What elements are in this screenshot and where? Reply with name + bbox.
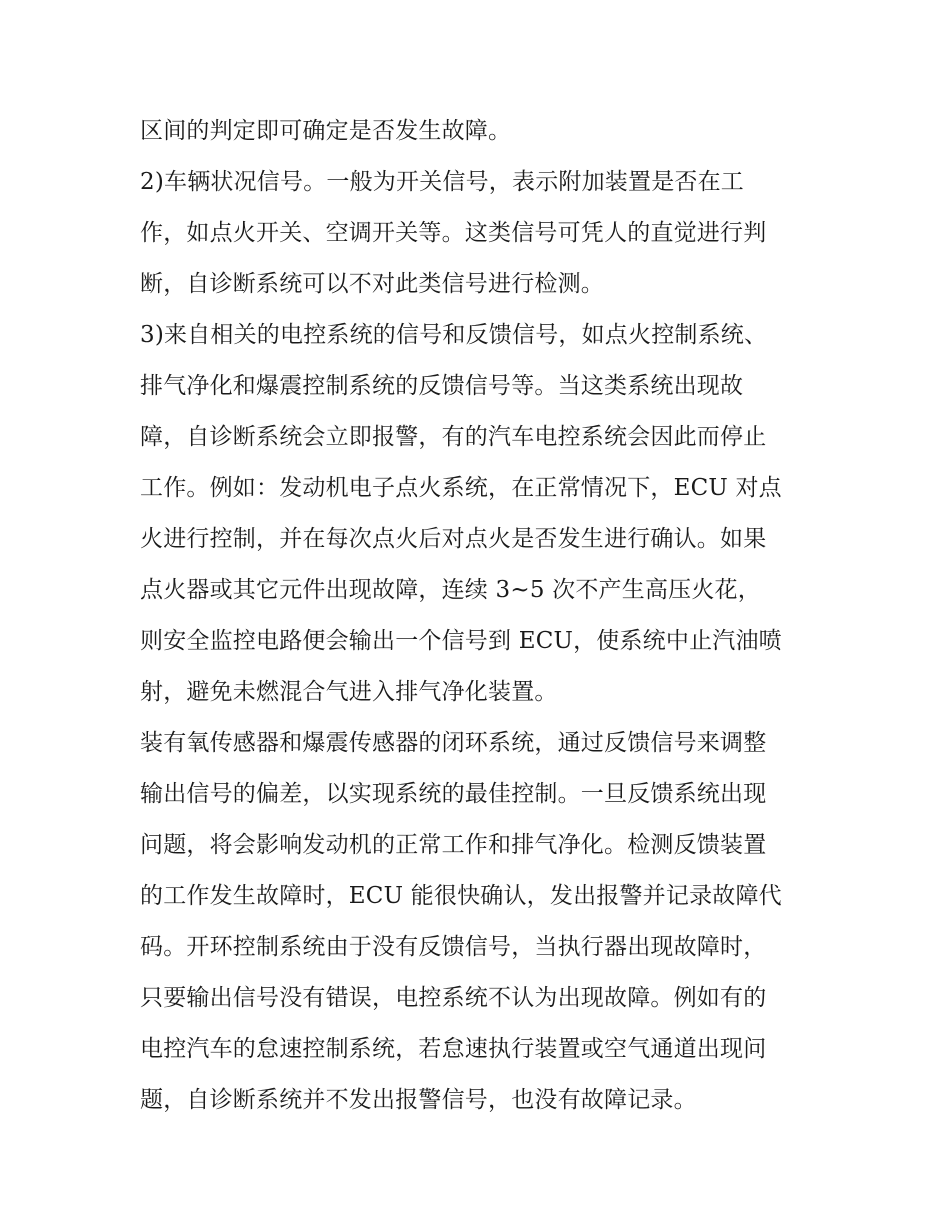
text-line-20: 题，自诊断系统并不发出报警信号，也没有故障记录。 — [140, 1087, 697, 1113]
text-line-16: 的工作发生故障时，ECU 能很快确认，发出报警并记录故障代 — [140, 883, 782, 909]
text-line-17: 码。开环控制系统由于没有反馈信号，当执行器出现故障时， — [140, 934, 767, 960]
text-line-3: 作，如点火开关、空调开关等。这类信号可凭人的直觉进行判 — [140, 220, 767, 246]
text-line-9: 火进行控制，并在每次点火后对点火是否发生进行确认。如果 — [140, 526, 767, 552]
text-line-1: 区间的判定即可确定是否发生故障。 — [140, 118, 512, 144]
text-line-8: 工作。例如：发动机电子点火系统，在正常情况下，ECU 对点 — [140, 475, 782, 501]
text-line-2: 2)车辆状况信号。一般为开关信号，表示附加装置是否在工 — [140, 169, 745, 195]
text-line-4: 断，自诊断系统可以不对此类信号进行检测。 — [140, 271, 604, 297]
document-page — [140, 106, 820, 1126]
text-line-19: 电控汽车的怠速控制系统，若怠速执行装置或空气通道出现问 — [140, 1036, 767, 1062]
text-line-6: 排气净化和爆震控制系统的反馈信号等。当这类系统出现故 — [140, 373, 744, 399]
text-line-14: 输出信号的偏差，以实现系统的最佳控制。一旦反馈系统出现 — [140, 781, 767, 807]
text-line-7: 障，自诊断系统会立即报警，有的汽车电控系统会因此而停止 — [140, 424, 767, 450]
text-line-10: 点火器或其它元件出现故障，连续 3~5 次不产生高压火花， — [140, 577, 761, 603]
text-line-15: 问题，将会影响发动机的正常工作和排气净化。检测反馈装置 — [140, 832, 767, 858]
text-line-13: 装有氧传感器和爆震传感器的闭环系统，通过反馈信号来调整 — [140, 730, 767, 756]
text-line-12: 射，避免未燃混合气进入排气净化装置。 — [140, 679, 558, 705]
text-line-11: 则安全监控电路便会输出一个信号到 ECU，使系统中止汽油喷 — [140, 628, 782, 654]
text-line-18: 只要输出信号没有错误，电控系统不认为出现故障。例如有的 — [140, 985, 767, 1011]
text-line-5: 3)来自相关的电控系统的信号和反馈信号，如点火控制系统、 — [140, 322, 768, 348]
